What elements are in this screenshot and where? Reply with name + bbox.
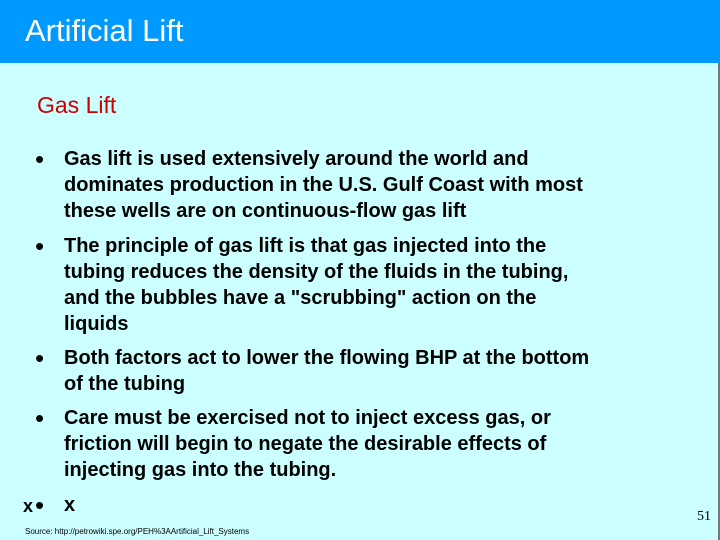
bullet-dot-icon: •: [35, 490, 45, 520]
bullet-dot-icon: •: [35, 231, 45, 261]
bullet-text: The principle of gas lift is that gas injected into the tubing reduces the density of the fluids in the tubing, and the bubbles have a "scrubbing" action on the liquids: [64, 235, 569, 335]
page-number: 51: [697, 509, 711, 524]
title-bar: [0, 0, 720, 63]
bullet-text: Both factors act to lower the flowing BHP at the bottom of the tubing: [64, 347, 590, 395]
footer-marker: x: [23, 496, 34, 516]
slide-title: Artificial Lift: [25, 13, 184, 48]
bullet-dot-icon: •: [35, 144, 45, 174]
bullet-text: Gas lift is used extensively around the world and dominates production in the U.S. Gulf Coast with most these wells are on continuous-flow gas lift: [64, 148, 583, 222]
source-citation: Source: http://petrowiki.spe.org/PEH%3AArtificial_Lift_Systems: [25, 527, 250, 536]
section-subtitle: Gas Lift: [37, 92, 117, 118]
bullet-text: Care must be exercised not to inject excess gas, or friction will begin to negate the desirable effects of injecting gas into the tubing.: [64, 407, 551, 481]
bullet-dot-icon: •: [35, 343, 45, 373]
bullet-text: x: [64, 494, 76, 516]
bullet-dot-icon: •: [35, 403, 45, 433]
